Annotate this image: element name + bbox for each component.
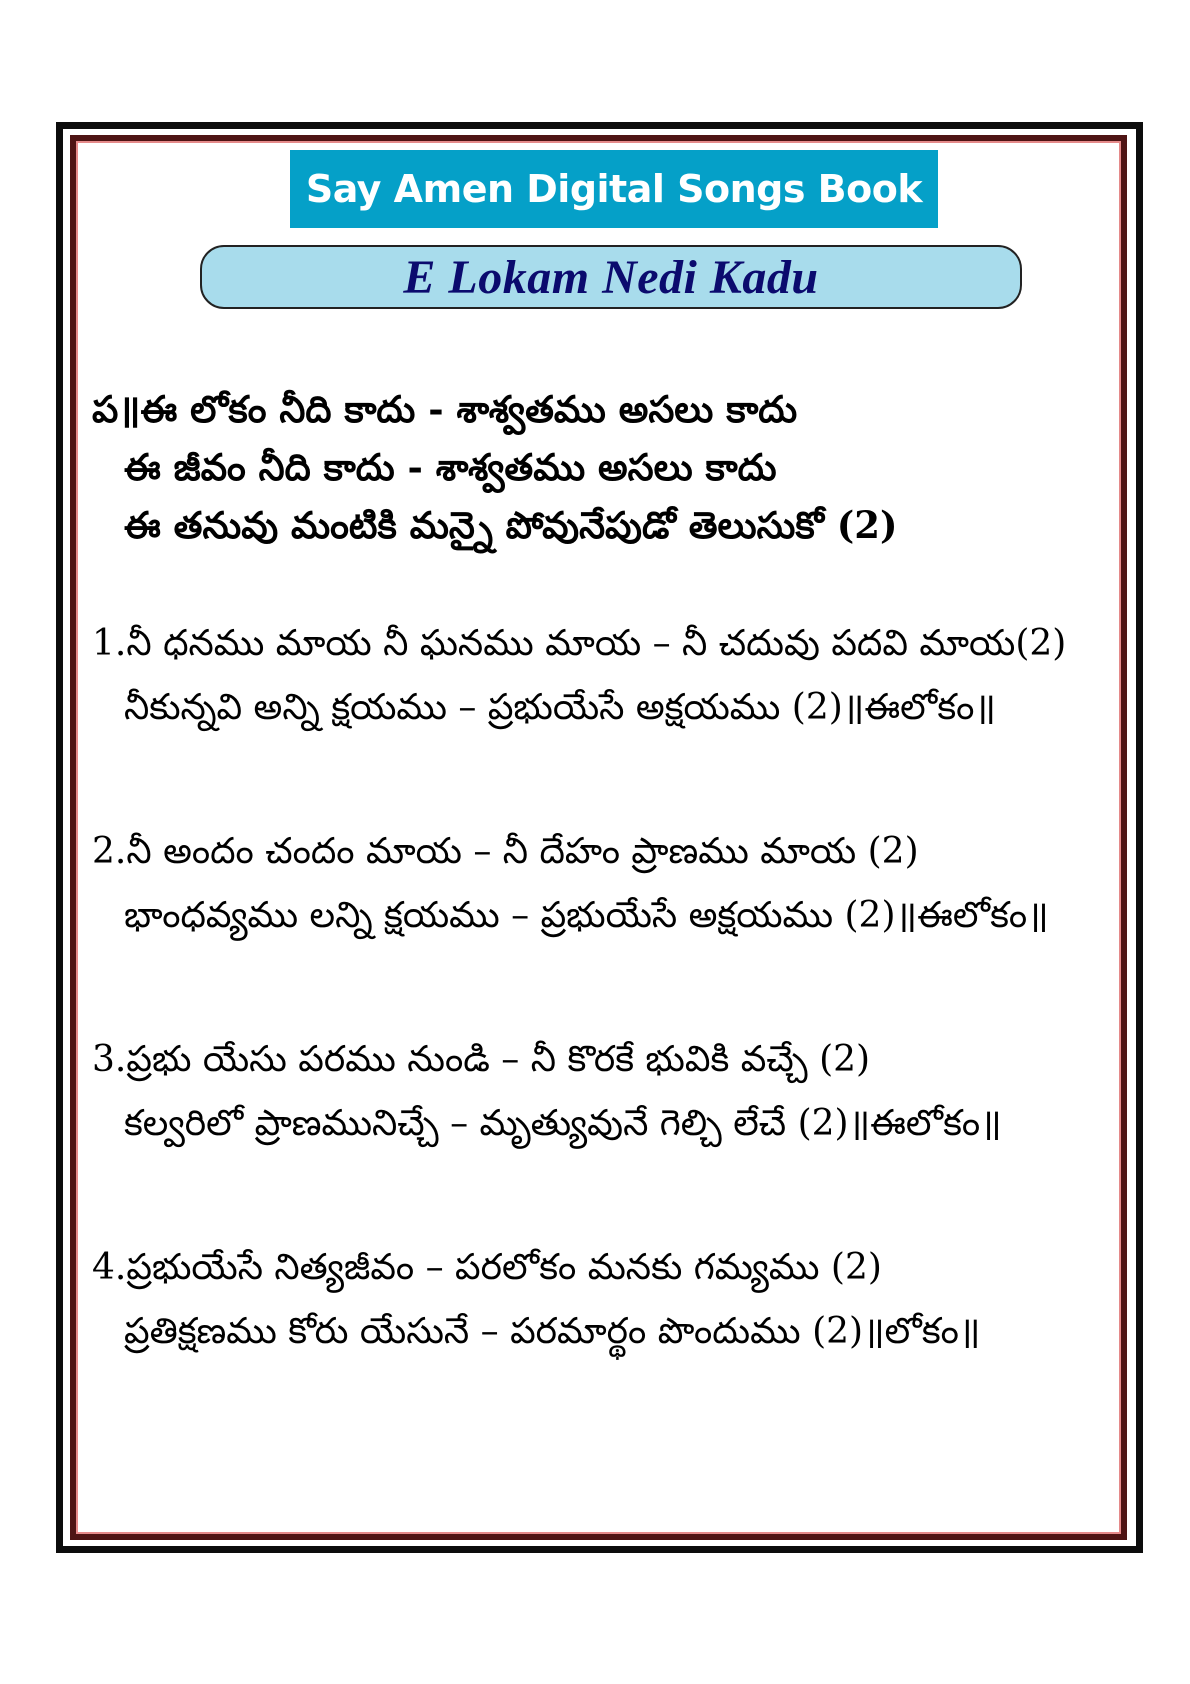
chorus-line: ఈ తనువు మంటికి మన్నై పోవునేపుడో తెలుసుకో (2) — [124, 503, 898, 547]
verse-line: ప్రతిక్షణము కోరు యేసునే – పరమార్థం పొందుము (2)॥లోకం॥ — [124, 1311, 981, 1352]
chorus-line: ఈ జీవం నీది కాదు - శాశ్వతము అసలు కాదు — [124, 445, 777, 489]
song-title-box — [200, 245, 1022, 309]
song-title: E Lokam Nedi Kadu — [403, 250, 819, 304]
verse-line: 3.ప్రభు యేసు పరము నుండి – నీ కొరకే భువికి వచ్చే (2) — [92, 1039, 871, 1080]
verse-1 — [92, 612, 1122, 740]
verse-line: 1.నీ ధనము మాయ నీ ఘనము మాయ – నీ చదువు పదవి మాయ(2) — [92, 623, 1067, 664]
verse-line: నీకున్నవి అన్ని క్షయము – ప్రభుయేసే అక్షయము (2)॥ఈలోకం॥ — [124, 687, 996, 728]
brand-banner — [290, 150, 938, 228]
verse-line: కల్వరిలో ప్రాణమునిచ్చే – మృత్యువునే గెల్చి లేచే (2)॥ఈలోకం॥ — [124, 1103, 1002, 1144]
chorus — [92, 380, 1122, 554]
verse-line: భాంధవ్యము లన్ని క్షయము – ప్రభుయేసే అక్షయము (2)॥ఈలోకం॥ — [124, 895, 1049, 936]
verse-3 — [92, 1028, 1122, 1156]
brand-banner-text: Say Amen Digital Songs Book — [305, 167, 923, 211]
verse-line: 2.నీ అందం చందం మాయ – నీ దేహం ప్రాణము మాయ (2) — [92, 831, 919, 872]
lyrics-body — [92, 380, 1122, 1444]
verse-2 — [92, 820, 1122, 948]
verse-line: 4.ప్రభుయేసే నిత్యజీవం – పరలోకం మనకు గమ్యము (2) — [92, 1247, 882, 1288]
verse-4 — [92, 1236, 1122, 1364]
chorus-line: ప॥ఈ లోకం నీది కాదు - శాశ్వతము అసలు కాదు — [92, 387, 798, 431]
